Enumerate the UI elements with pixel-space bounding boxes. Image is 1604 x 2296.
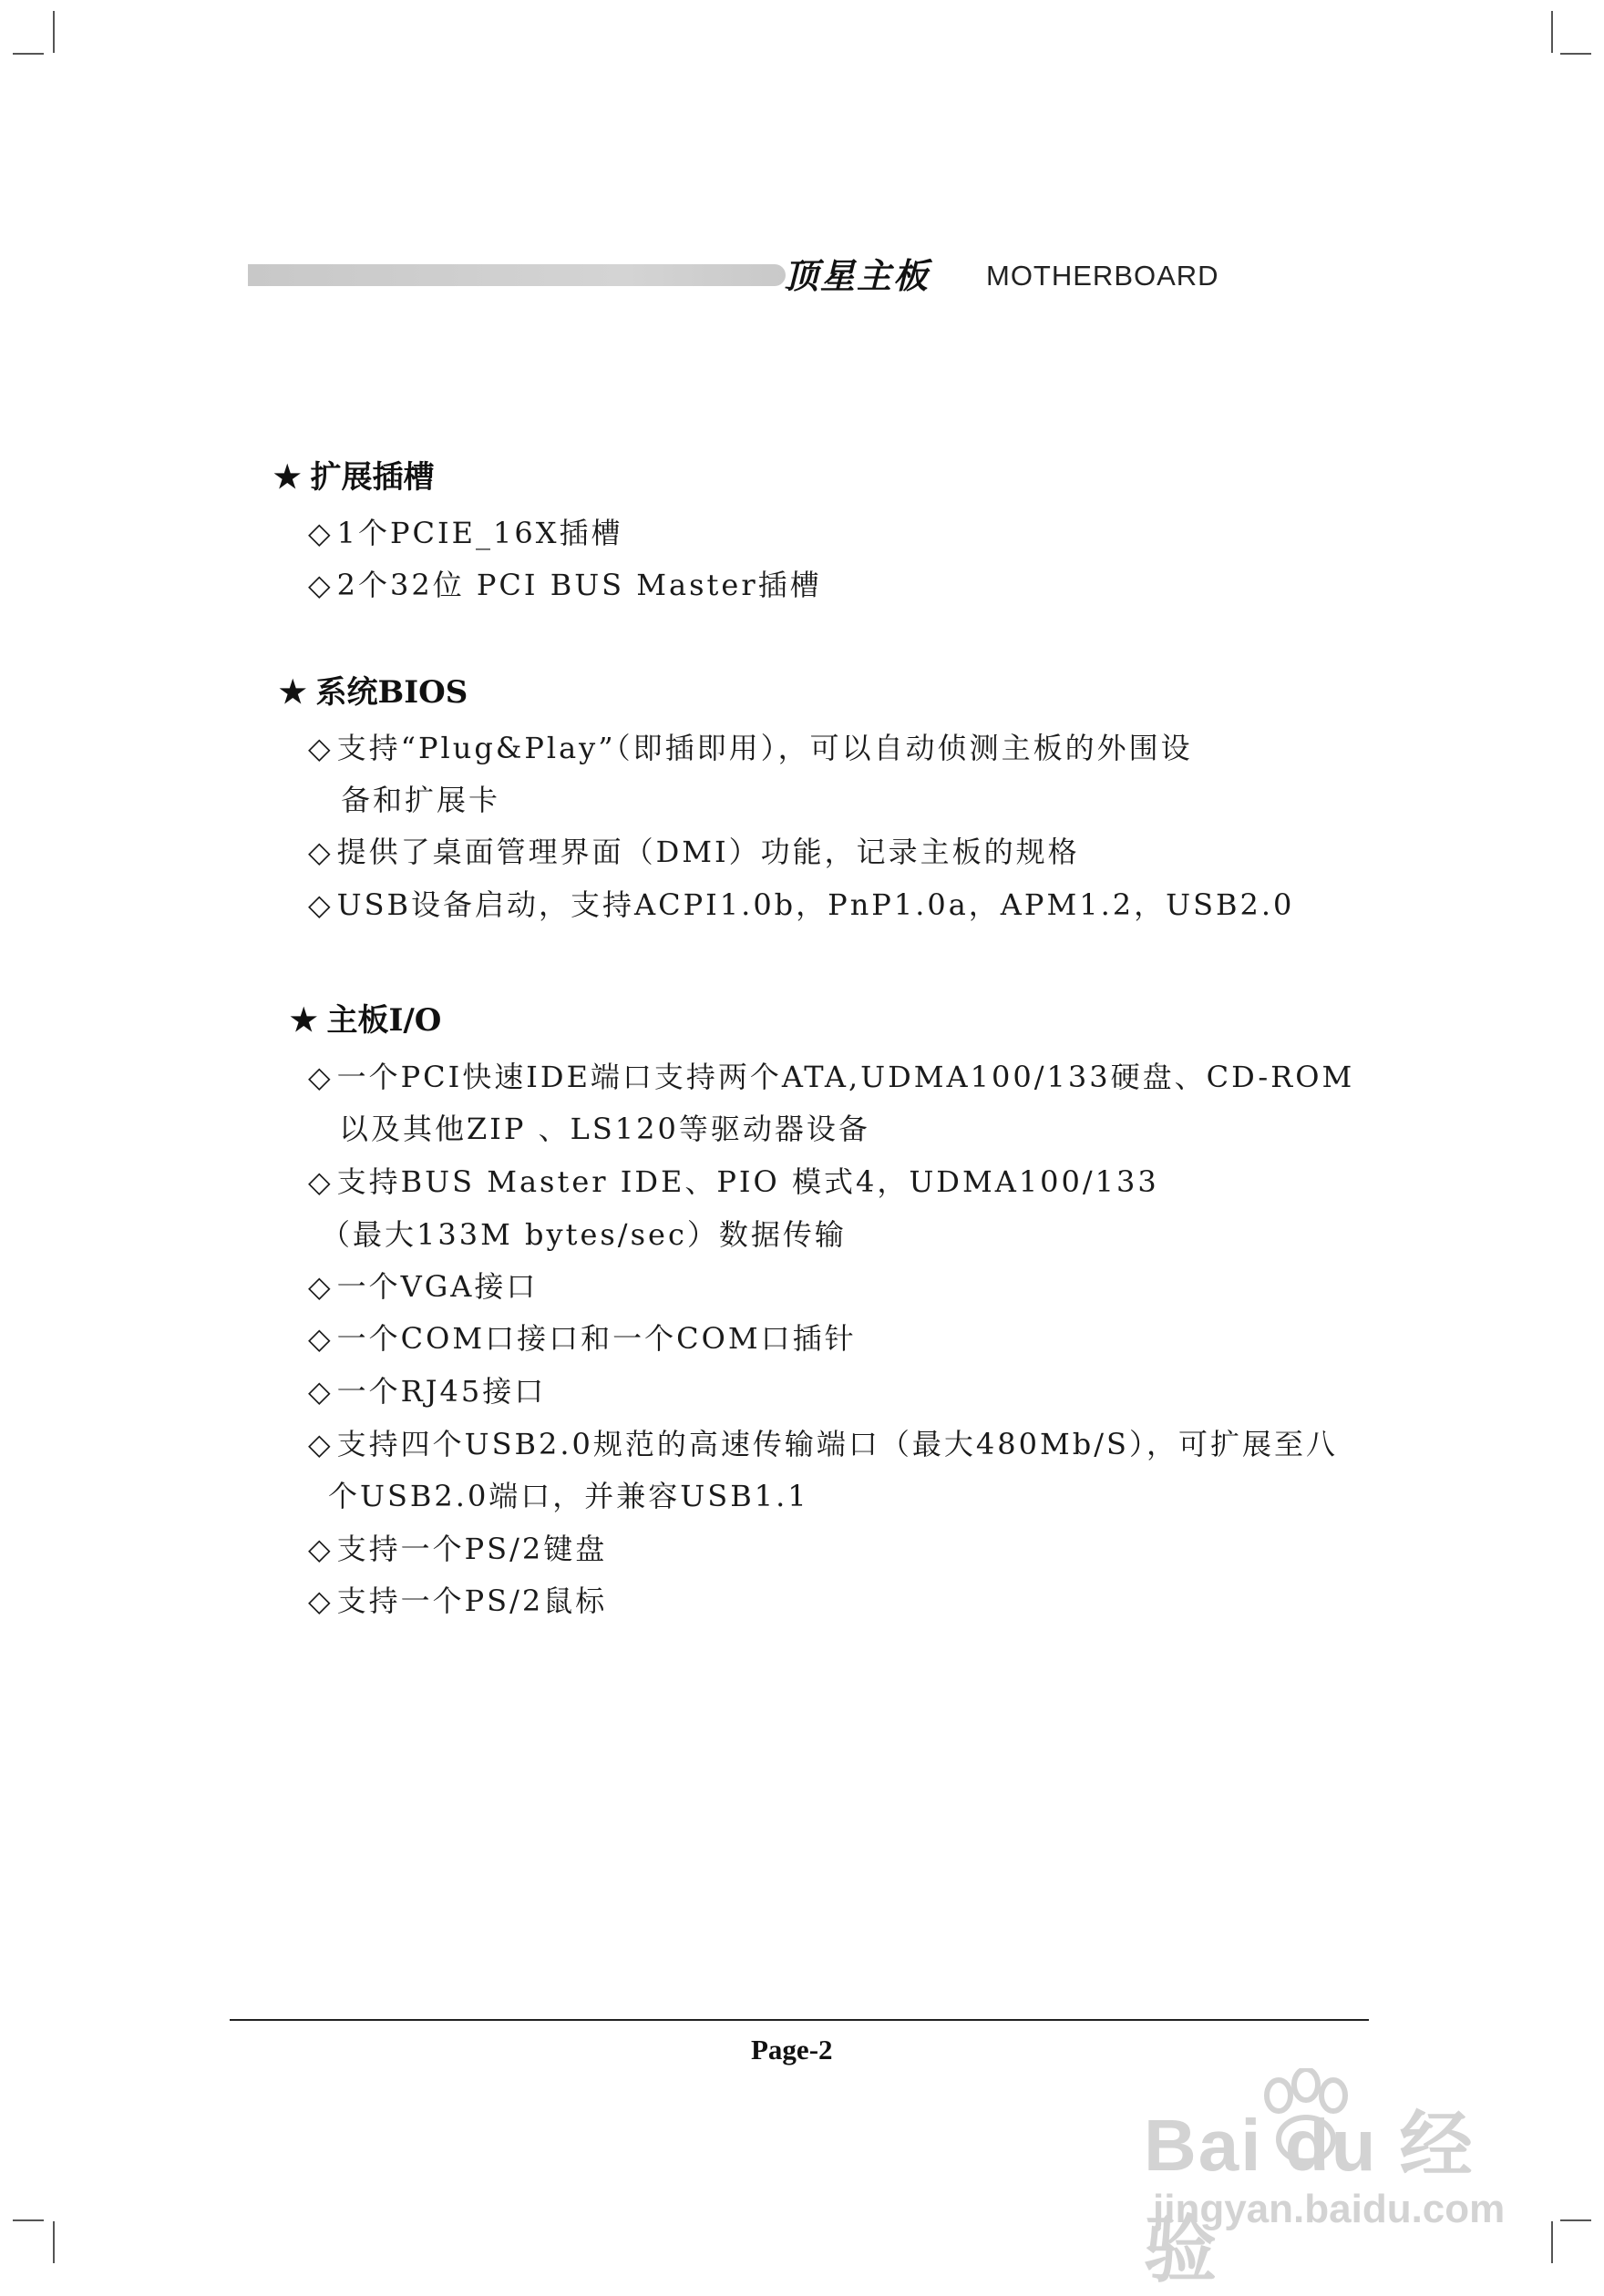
list-item: ◇ 提供了桌面管理界面（DMI）功能，记录主板的规格 — [308, 835, 1080, 869]
section-title-system-bios: ★ 系统BIOS — [279, 674, 468, 711]
crop-mark-bottom-right-v — [1551, 2221, 1553, 2263]
brand-title-cn: 顶星主板 — [784, 256, 931, 296]
diamond-bullet-icon: ◇ — [308, 1584, 334, 1618]
baidu-watermark — [1144, 2068, 1508, 2291]
header-gradient-bar — [248, 264, 786, 286]
list-item: ◇ 支持四个USB2.0规范的高速传输端口（最大480Mb/S），可扩展至八 — [308, 1427, 1338, 1461]
brand-title-en: MOTHERBOARD — [986, 260, 1219, 292]
diamond-bullet-icon: ◇ — [308, 1060, 334, 1094]
list-item-continuation: 个USB2.0端口，并兼容USB1.1 — [328, 1479, 809, 1513]
diamond-bullet-icon: ◇ — [308, 835, 334, 869]
star-icon: ★ — [290, 1002, 318, 1039]
diamond-bullet-icon: ◇ — [308, 1321, 334, 1356]
diamond-bullet-icon: ◇ — [308, 731, 334, 765]
list-item: ◇ 支持一个PS/2鼠标 — [308, 1584, 608, 1618]
list-item: ◇ 支持“Plug&Play”（即插即用），可以自动侦测主板的外围设 — [308, 731, 1193, 765]
diamond-bullet-icon: ◇ — [308, 516, 334, 550]
list-item: ◇ 1个PCIE_16X插槽 — [308, 516, 623, 550]
diamond-bullet-icon: ◇ — [308, 1269, 334, 1304]
watermark-logo-text: Bai du 经验 — [1144, 2105, 1475, 2291]
list-item: ◇ 一个VGA接口 — [308, 1269, 539, 1304]
crop-mark-bottom-right-h — [1560, 2219, 1591, 2221]
diamond-bullet-icon: ◇ — [308, 1427, 334, 1461]
list-item-continuation: （最大133M bytes/sec）数据传输 — [321, 1217, 847, 1252]
crop-mark-top-left-v — [53, 11, 55, 53]
list-item: ◇ 2个32位 PCI BUS Master插槽 — [308, 568, 822, 602]
list-item-continuation: 备和扩展卡 — [341, 783, 501, 817]
list-item: ◇ 一个PCI快速IDE端口支持两个ATA,UDMA100/133硬盘、CD-ROM — [308, 1060, 1355, 1094]
diamond-bullet-icon: ◇ — [308, 568, 334, 602]
crop-mark-top-left-h — [13, 53, 44, 55]
list-item: ◇ 支持一个PS/2键盘 — [308, 1532, 608, 1566]
list-item: ◇ 支持BUS Master IDE、PIO 模式4，UDMA100/133 — [308, 1164, 1159, 1199]
watermark-url: jingyan.baidu.com — [1153, 2187, 1506, 2231]
diamond-bullet-icon: ◇ — [308, 1374, 334, 1409]
crop-mark-top-right-v — [1551, 11, 1553, 53]
diamond-bullet-icon: ◇ — [308, 1532, 334, 1566]
section-title-expansion-slots: ★ 扩展插槽 — [273, 459, 435, 496]
diamond-bullet-icon: ◇ — [308, 1164, 334, 1199]
list-item: ◇ 一个COM口接口和一个COM口插针 — [308, 1321, 857, 1356]
crop-mark-bottom-left-v — [53, 2221, 55, 2263]
crop-mark-bottom-left-h — [13, 2219, 44, 2221]
page-number: Page-2 — [751, 2034, 833, 2065]
list-item: ◇ USB设备启动，支持ACPI1.0b，PnP1.0a，APM1.2，USB2.0 — [308, 887, 1295, 922]
diamond-bullet-icon: ◇ — [308, 887, 334, 922]
star-icon: ★ — [279, 674, 307, 711]
section-title-board-io: ★ 主板I/O — [290, 1002, 442, 1039]
list-item-continuation: 以及其他ZIP 、LS120等驱动器设备 — [339, 1112, 870, 1146]
crop-mark-top-right-h — [1560, 53, 1591, 55]
list-item: ◇ 一个RJ45接口 — [308, 1374, 547, 1409]
star-icon: ★ — [273, 459, 302, 496]
footer-rule — [230, 2019, 1369, 2021]
